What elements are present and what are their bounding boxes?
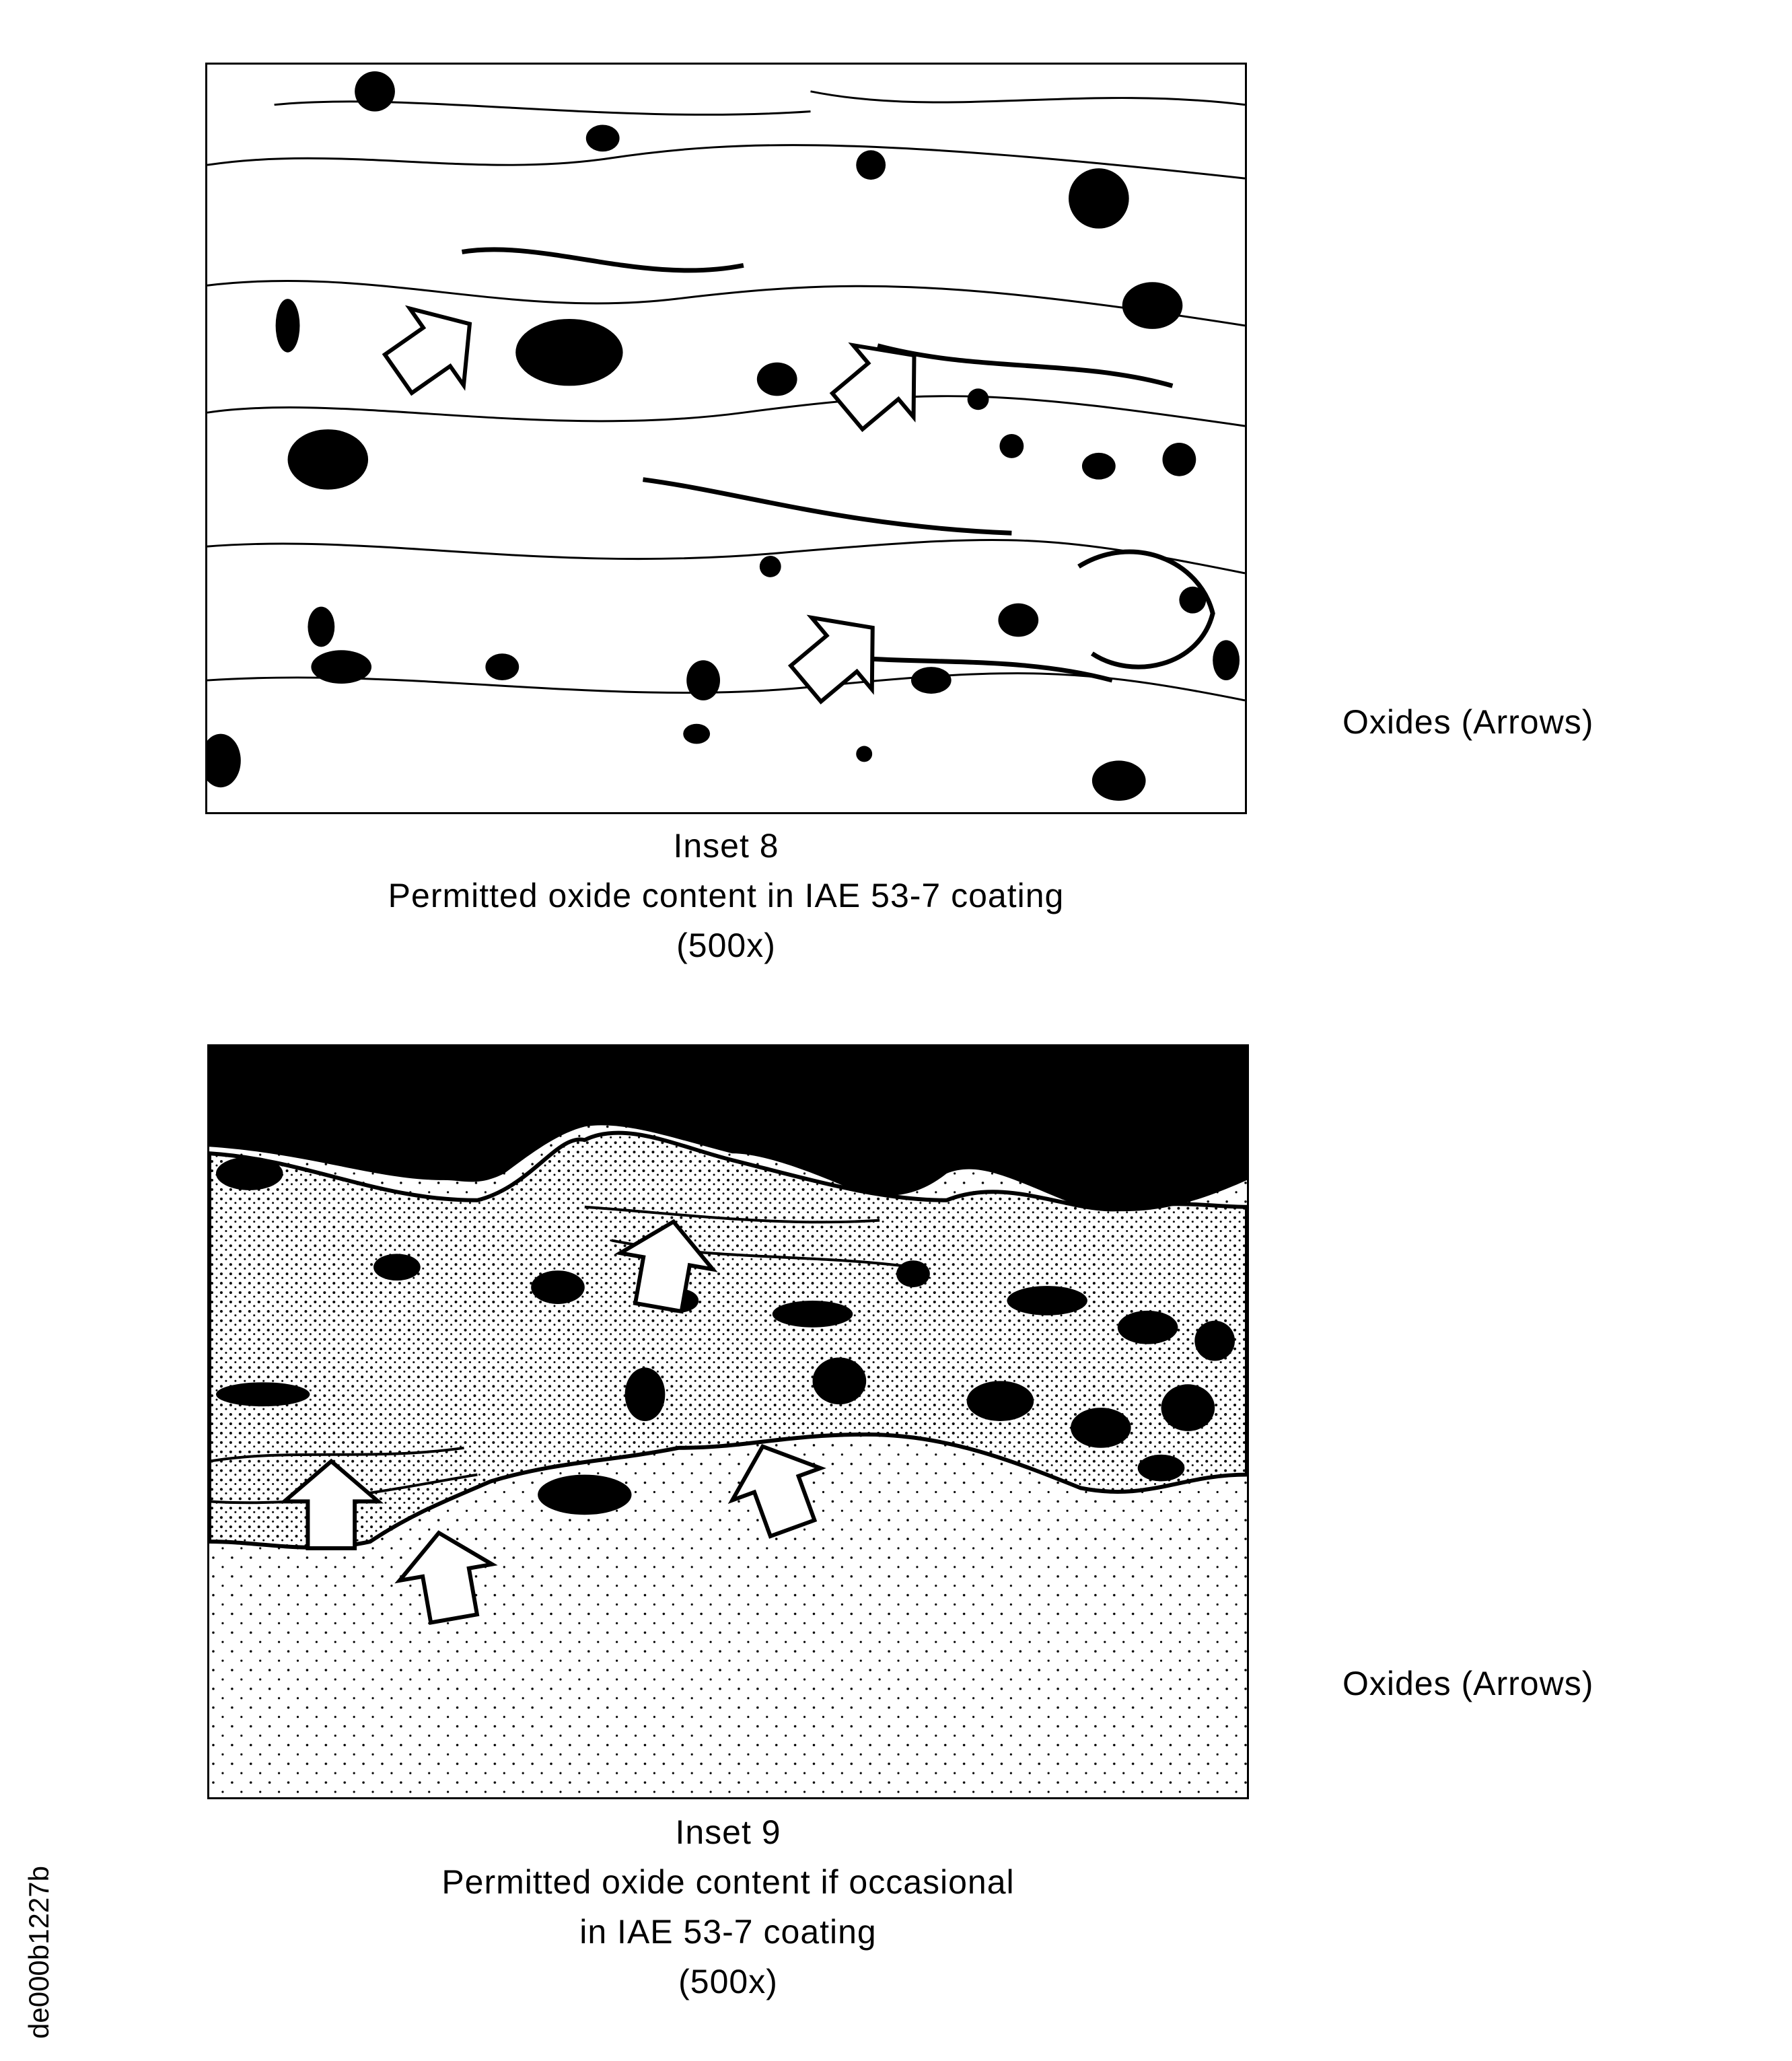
document-id: de000b1227b — [23, 1866, 55, 2039]
inset-9-caption — [207, 1807, 1249, 2006]
inset-8-caption — [205, 821, 1247, 970]
inset-9-description-line2: in IAE 53-7 coating — [579, 1913, 877, 1951]
inset-9-magnification: (500x) — [678, 1963, 778, 2000]
inset-8-label: Inset 8 — [673, 827, 779, 865]
inset-9-label: Inset 9 — [675, 1813, 781, 1851]
inset-9-micrograph — [207, 1044, 1249, 1799]
inset-8-description: Permitted oxide content in IAE 53-7 coating — [388, 877, 1065, 914]
inset-9-annotation: Oxides (Arrows) — [1342, 1665, 1594, 1702]
inset-8-annotation: Oxides (Arrows) — [1342, 703, 1594, 741]
inset-8-image — [207, 65, 1245, 812]
inset-8-magnification: (500x) — [676, 927, 776, 964]
inset-9-description-line1: Permitted oxide content if occasional — [441, 1863, 1015, 1901]
inset-8-micrograph — [205, 63, 1247, 814]
inset-9-image — [209, 1046, 1247, 1797]
